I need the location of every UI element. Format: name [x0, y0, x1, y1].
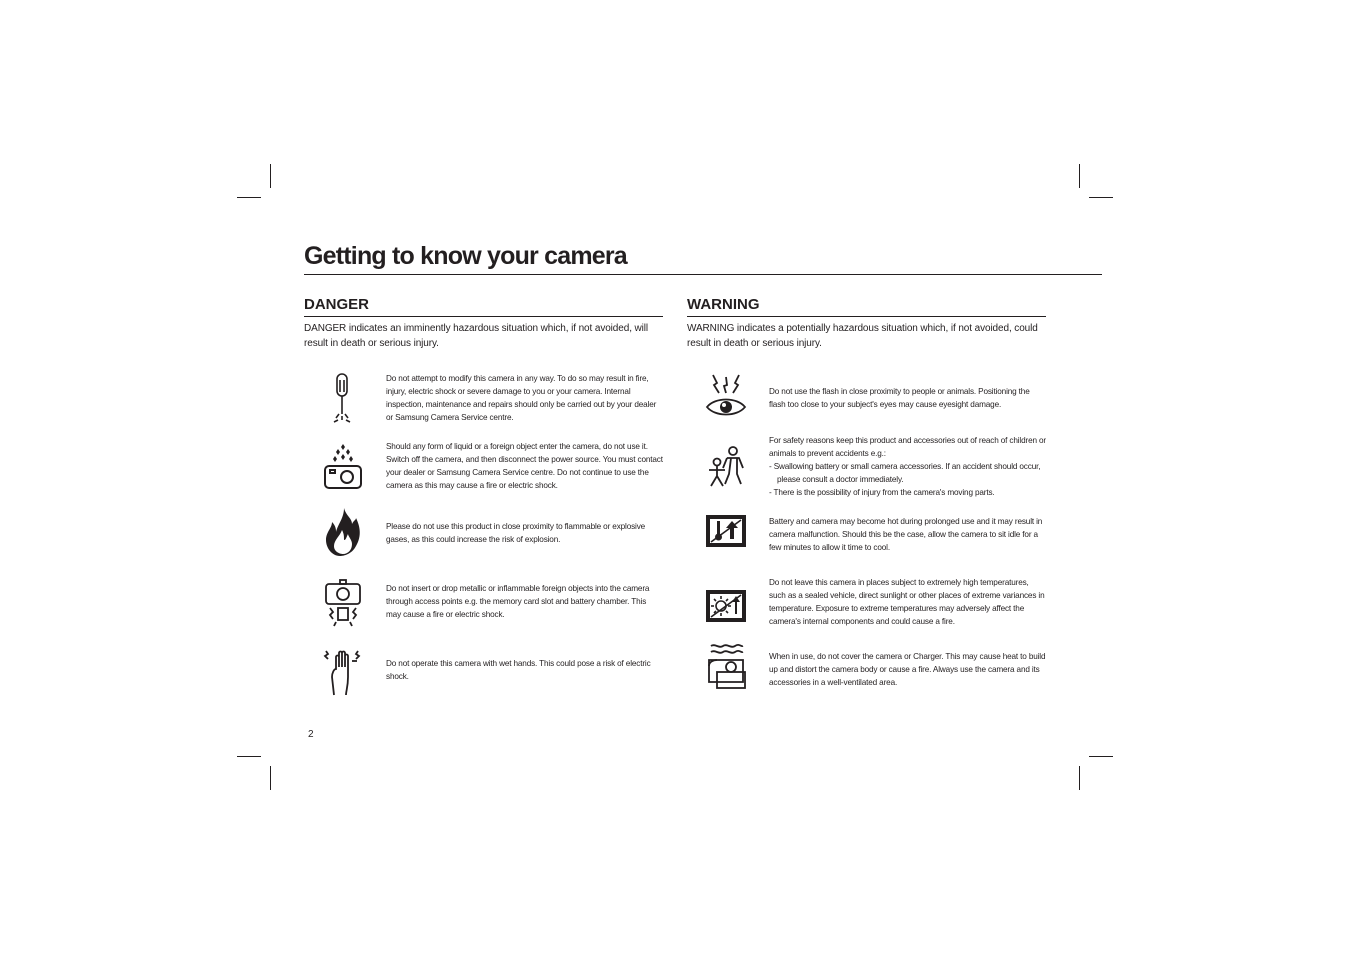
- page-title: Getting to know your camera: [304, 240, 1102, 275]
- warning-item-lead: For safety reasons keep this product and accessories out of reach of children or animals to prevent accidents e.g.:: [769, 436, 1046, 458]
- covered-camera-heat-icon: [705, 642, 747, 694]
- crop-mark: [1079, 766, 1080, 790]
- warning-item-text: Do not leave this camera in places subject to extremely high temperatures, such as a sealed vehicle, direct sunlight or other places of extreme variances in temperature. Exposure to extreme temperatures may adversely affect the camera's internal components and could cause a fire.: [769, 578, 1045, 626]
- danger-item-text: Do not insert or drop metallic or inflammable foreign objects into the camera through access points e.g. the memory card slot and battery chamber. This may cause a fire or electric shock.: [386, 584, 650, 619]
- list-item: - Swallowing battery or small camera accessories. If an accident should occur, please consult a doctor immediately.: [769, 462, 1041, 484]
- warning-heading: WARNING: [687, 296, 1046, 317]
- camera-foreign-object-icon: [322, 578, 364, 630]
- sun-heat-icon: [705, 584, 747, 636]
- crop-mark: [237, 756, 261, 757]
- warning-item-text: When in use, do not cover the camera or Charger. This may cause heat to build up and distort the camera body or cause a fire. Always use the camera and its accessories in a well-ventilated area.: [769, 652, 1046, 687]
- screwdriver-icon: [322, 372, 364, 424]
- crop-mark: [1079, 164, 1080, 188]
- danger-item-text: Do not operate this camera with wet hands. This could pose a risk of electric shock.: [386, 659, 651, 681]
- children-icon: [705, 444, 747, 496]
- danger-heading: DANGER: [304, 296, 663, 317]
- warning-intro: WARNING indicates a potentially hazardous situation which, if not avoided, could result in death or serious injury.: [687, 323, 1038, 349]
- warning-section: [687, 296, 1046, 687]
- list-item: - There is the possibility of injury from the camera's moving parts.: [769, 488, 995, 497]
- danger-intro: DANGER indicates an imminently hazardous situation which, if not avoided, will result in death or serious injury.: [304, 323, 649, 349]
- danger-item-text: Should any form of liquid or a foreign object enter the camera, do not use it. Switch off the camera, and then disconnect the power source. You must contact your dealer or Samsung Camera Service centre. Do not continue to use the camera as this may cause a fire or electric shock.: [386, 442, 663, 490]
- crop-mark: [1089, 197, 1113, 198]
- liquid-camera-icon: [322, 442, 364, 494]
- crop-mark: [270, 766, 271, 790]
- warning-item-text: Battery and camera may become hot during prolonged use and it may result in camera malfunction. Should this be the case, allow the camera to sit idle for a few minutes to allow it time to cool.: [769, 517, 1043, 552]
- eye-flash-icon: [705, 373, 747, 425]
- warning-item-text: Do not use the flash in close proximity to people or animals. Positioning the flash too close to your subject's eyes may cause eyesight damage.: [769, 387, 1030, 409]
- warning-item-bullets: [769, 460, 1046, 499]
- crop-mark: [237, 197, 261, 198]
- thermometer-icon: [705, 509, 747, 561]
- wet-hand-icon: [322, 647, 364, 699]
- warning-item-text: [769, 434, 1046, 499]
- crop-mark: [1089, 756, 1113, 757]
- crop-mark: [270, 164, 271, 188]
- danger-section: [304, 296, 663, 681]
- danger-item-text: Please do not use this product in close proximity to flammable or explosive gases, as this could increase the risk of explosion.: [386, 522, 646, 544]
- page-number: 2: [308, 729, 314, 740]
- flame-icon: [322, 506, 364, 558]
- danger-item-text: Do not attempt to modify this camera in any way. To do so may result in fire, injury, electric shock or severe damage to you or your camera. Internal inspection, maintenance and repairs should only be carried out by your dealer or Samsung Camera Service centre.: [386, 374, 657, 422]
